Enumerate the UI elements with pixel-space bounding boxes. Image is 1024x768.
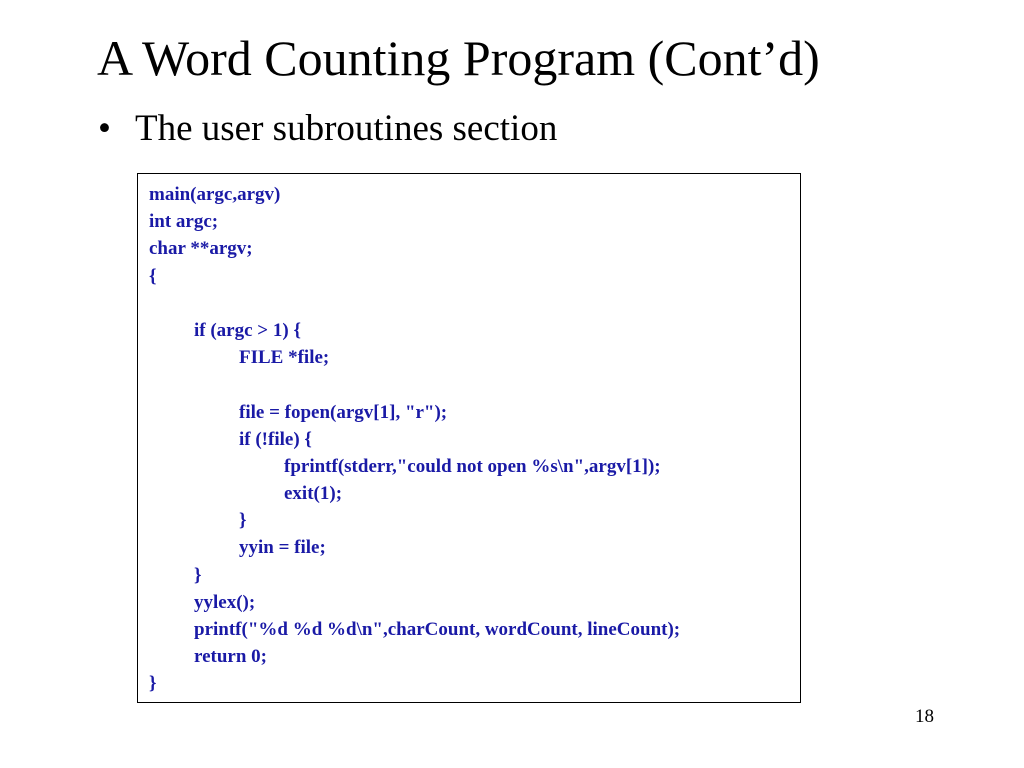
code-line: FILE *file;: [239, 347, 330, 369]
code-line: {: [149, 265, 157, 287]
code-line: char **argv;: [149, 238, 253, 260]
code-line: }: [194, 564, 202, 586]
code-line: if (!file) {: [239, 428, 312, 450]
slide-title: A Word Counting Program (Cont’d): [97, 30, 820, 86]
bullet-text: The user subroutines section: [135, 108, 558, 149]
code-line: if (argc > 1) {: [194, 319, 301, 341]
code-line: printf("%d %d %d\n",charCount, wordCount, lineCount);: [194, 619, 681, 640]
code-line: return 0;: [194, 646, 267, 668]
bullet-item: [98, 106, 557, 152]
code-line: }: [149, 673, 157, 695]
code-line: }: [239, 510, 247, 532]
bullet-dot: •: [98, 108, 111, 149]
code-line: main(argc,argv): [149, 184, 281, 205]
code-line: file = fopen(argv[1], "r");: [239, 401, 448, 423]
code-line: yylex();: [194, 591, 256, 613]
code-line: exit(1);: [284, 483, 343, 505]
code-block: [137, 173, 801, 703]
code-line: yyin = file;: [239, 537, 326, 559]
code-line: fprintf(stderr,"could not open %s\n",argv[1]);: [284, 455, 661, 477]
page-number: 18: [915, 706, 934, 727]
code-line: [149, 371, 800, 398]
code-line: int argc;: [149, 211, 219, 233]
code-line: [149, 290, 800, 317]
